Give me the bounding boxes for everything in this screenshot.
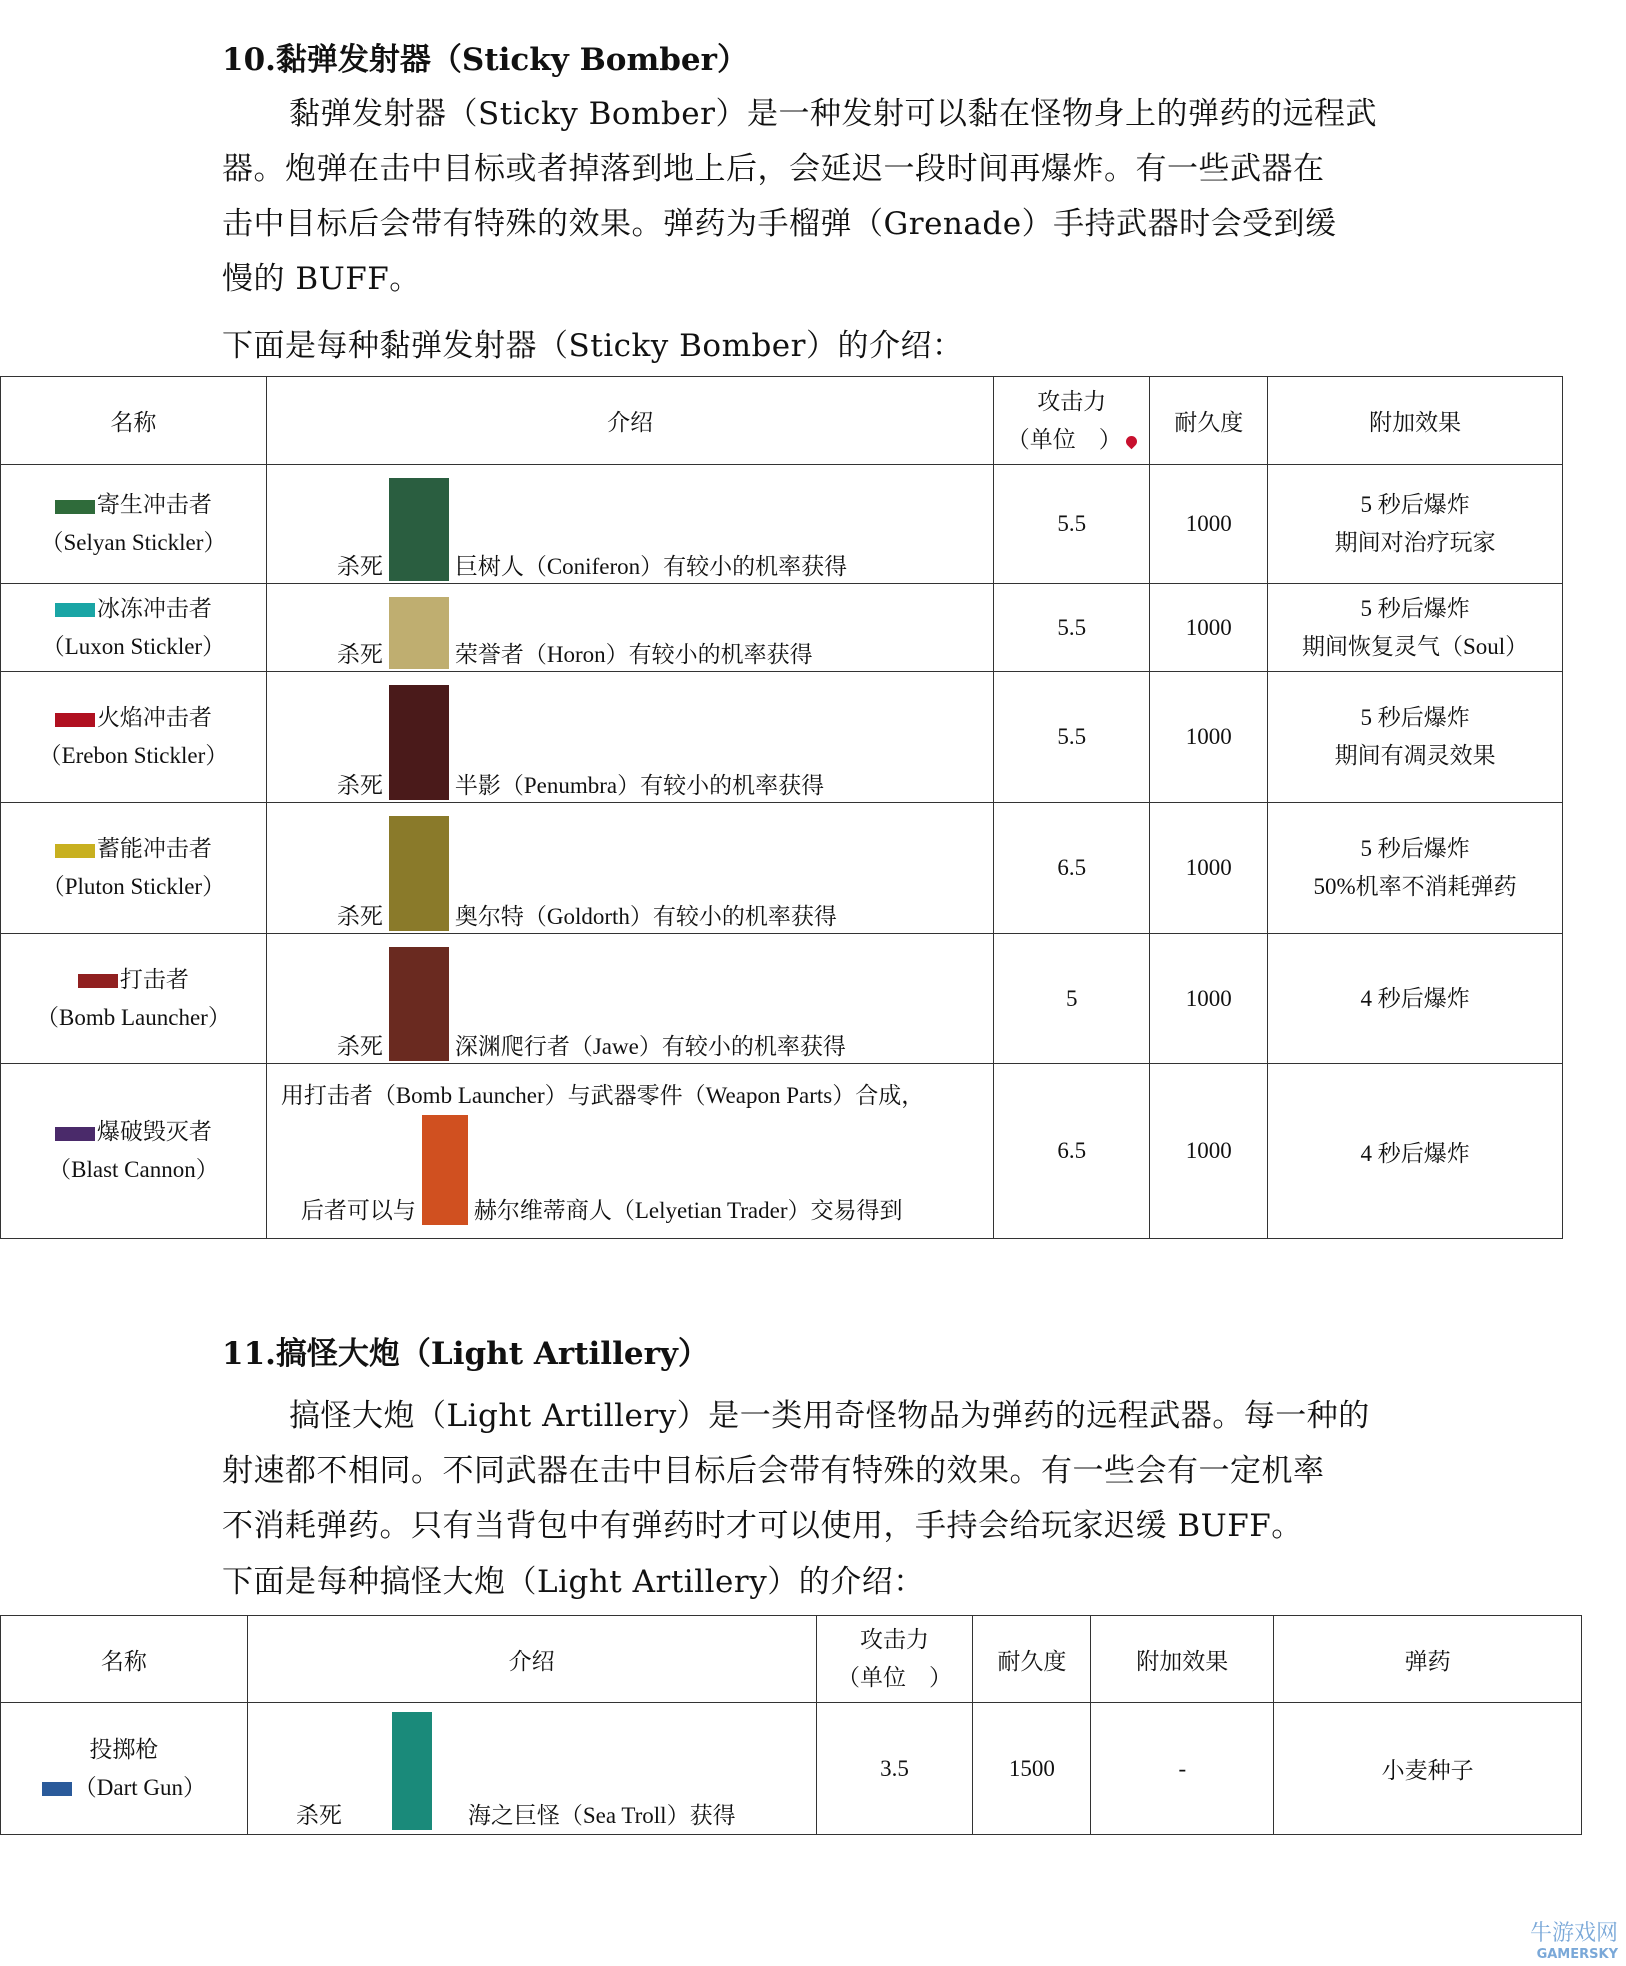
monster-image: [389, 685, 449, 800]
attack-value: 5.5: [994, 584, 1150, 672]
weapon-name: 火焰冲击者 （Erebon Stickler）: [1, 672, 267, 803]
weapon-icon: [55, 500, 95, 514]
weapon-desc: 杀死 深渊爬行者（Jawe）有较小的机率获得: [266, 934, 994, 1064]
weapon-name: 打击者 （Bomb Launcher）: [1, 934, 267, 1064]
header-name: 名称: [1, 1616, 248, 1703]
weapon-desc: 杀死 奥尔特（Goldorth）有较小的机率获得: [266, 803, 994, 934]
table-intro: 下面是每种黏弹发射器（Sticky Bomber）的介绍：: [222, 328, 964, 364]
paragraph-line: 射速都不相同。不同武器在击中目标后会带有特殊的效果。有一些会有一定机率: [222, 1453, 1325, 1489]
header-effect: 附加效果: [1091, 1616, 1274, 1703]
table-row: [1, 934, 1563, 1064]
table-row: [1, 584, 1563, 672]
table-row: [1, 1064, 1563, 1239]
weapon-name: 寄生冲击者 （Selyan Stickler）: [1, 465, 267, 584]
paragraph-line: 器。炮弹在击中目标或者掉落到地上后，会延迟一段时间再爆炸。有一些武器在: [222, 151, 1325, 187]
monster-image: [389, 597, 449, 669]
header-atk: 攻击力 （单位 ）: [994, 377, 1150, 465]
table-row: [1, 465, 1563, 584]
monster-image: [389, 478, 449, 581]
weapon-icon: [55, 603, 95, 617]
weapon-desc: 杀死 巨树人（Coniferon）有较小的机率获得: [266, 465, 994, 584]
header-desc: 介绍: [247, 1616, 816, 1703]
monster-image: [389, 947, 449, 1061]
table-intro: 下面是每种搞怪大炮（Light Artillery）的介绍：: [222, 1564, 925, 1600]
table-header: [1, 1616, 1582, 1703]
ammo-value: 小麦种子: [1274, 1703, 1582, 1835]
header-desc: 介绍: [266, 377, 994, 465]
paragraph-line: 不消耗弹药。只有当背包中有弹药时才可以使用，手持会给玩家迟缓 BUFF。: [222, 1508, 1303, 1544]
weapon-desc: 用打击者（Bomb Launcher）与武器零件（Weapon Parts）合成， 后者可以与 赫尔维蒂商人（Lelyetian Trader）交易得到: [266, 1064, 994, 1239]
effect-value: -: [1091, 1703, 1274, 1835]
header-effect: 附加效果: [1268, 377, 1563, 465]
attack-value: 6.5: [994, 1064, 1150, 1239]
section-10-title: 10.黏弹发射器（Sticky Bomber）: [222, 42, 748, 78]
header-dur: 耐久度: [973, 1616, 1091, 1703]
header-name: 名称: [1, 377, 267, 465]
monster-image: [392, 1712, 432, 1830]
durability-value: 1000: [1150, 672, 1268, 803]
attack-value: 5: [994, 934, 1150, 1064]
monster-image: [422, 1115, 468, 1225]
weapon-desc: 杀死 海之巨怪（Sea Troll）获得: [247, 1703, 816, 1835]
weapon-icon: [42, 1782, 72, 1796]
weapon-name: 冰冻冲击者 （Luxon Stickler）: [1, 584, 267, 672]
paragraph-line: 击中目标后会带有特殊的效果。弹药为手榴弹（Grenade）手持武器时会受到缓: [222, 206, 1337, 242]
paragraph-line: 慢的 BUFF。: [222, 261, 421, 297]
durability-value: 1500: [973, 1703, 1091, 1835]
durability-value: 1000: [1150, 803, 1268, 934]
weapon-name: 爆破毁灭者 （Blast Cannon）: [1, 1064, 267, 1239]
durability-value: 1000: [1150, 584, 1268, 672]
table-header: [1, 377, 1563, 465]
weapon-icon: [55, 713, 95, 727]
table-row: [1, 1703, 1582, 1835]
weapon-name: 蓄能冲击者 （Pluton Stickler）: [1, 803, 267, 934]
effect-value: 4 秒后爆炸: [1268, 1064, 1563, 1239]
attack-value: 6.5: [994, 803, 1150, 934]
header-atk: 攻击力 （单位 ）: [816, 1616, 973, 1703]
section-11-title: 11.搞怪大炮（Light Artillery）: [222, 1336, 709, 1372]
table-row: [1, 672, 1563, 803]
table-row: [1, 803, 1563, 934]
weapon-desc: 杀死 半影（Penumbra）有较小的机率获得: [266, 672, 994, 803]
monster-image: [389, 816, 449, 931]
header-ammo: 弹药: [1274, 1616, 1582, 1703]
durability-value: 1000: [1150, 1064, 1268, 1239]
header-dur: 耐久度: [1150, 377, 1268, 465]
attack-value: 5.5: [994, 672, 1150, 803]
effect-value: 5 秒后爆炸 期间有凋灵效果: [1268, 672, 1563, 803]
weapon-desc: 杀死 荣誉者（Horon）有较小的机率获得: [266, 584, 994, 672]
effect-value: 5 秒后爆炸 期间恢复灵气（Soul）: [1268, 584, 1563, 672]
effect-value: 4 秒后爆炸: [1268, 934, 1563, 1064]
weapon-icon: [78, 974, 118, 988]
attack-value: 5.5: [994, 465, 1150, 584]
watermark-logo: 牛游戏网 GAMERSKY: [1529, 1921, 1618, 1962]
light-artillery-table: [0, 1615, 1582, 1835]
paragraph-line: 搞怪大炮（Light Artillery）是一类用奇怪物品为弹药的远程武器。每一种的: [289, 1398, 1370, 1434]
attack-value: 3.5: [816, 1703, 973, 1835]
heart-icon: [1124, 433, 1140, 449]
weapon-icon: [55, 1127, 95, 1141]
effect-value: 5 秒后爆炸 50%机率不消耗弹药: [1268, 803, 1563, 934]
paragraph-line: 黏弹发射器（Sticky Bomber）是一种发射可以黏在怪物身上的弹药的远程武: [289, 96, 1377, 132]
durability-value: 1000: [1150, 934, 1268, 1064]
effect-value: 5 秒后爆炸 期间对治疗玩家: [1268, 465, 1563, 584]
weapon-name: 投掷枪 （Dart Gun）: [1, 1703, 248, 1835]
durability-value: 1000: [1150, 465, 1268, 584]
weapon-icon: [55, 844, 95, 858]
sticky-bomber-table: [0, 376, 1563, 1239]
